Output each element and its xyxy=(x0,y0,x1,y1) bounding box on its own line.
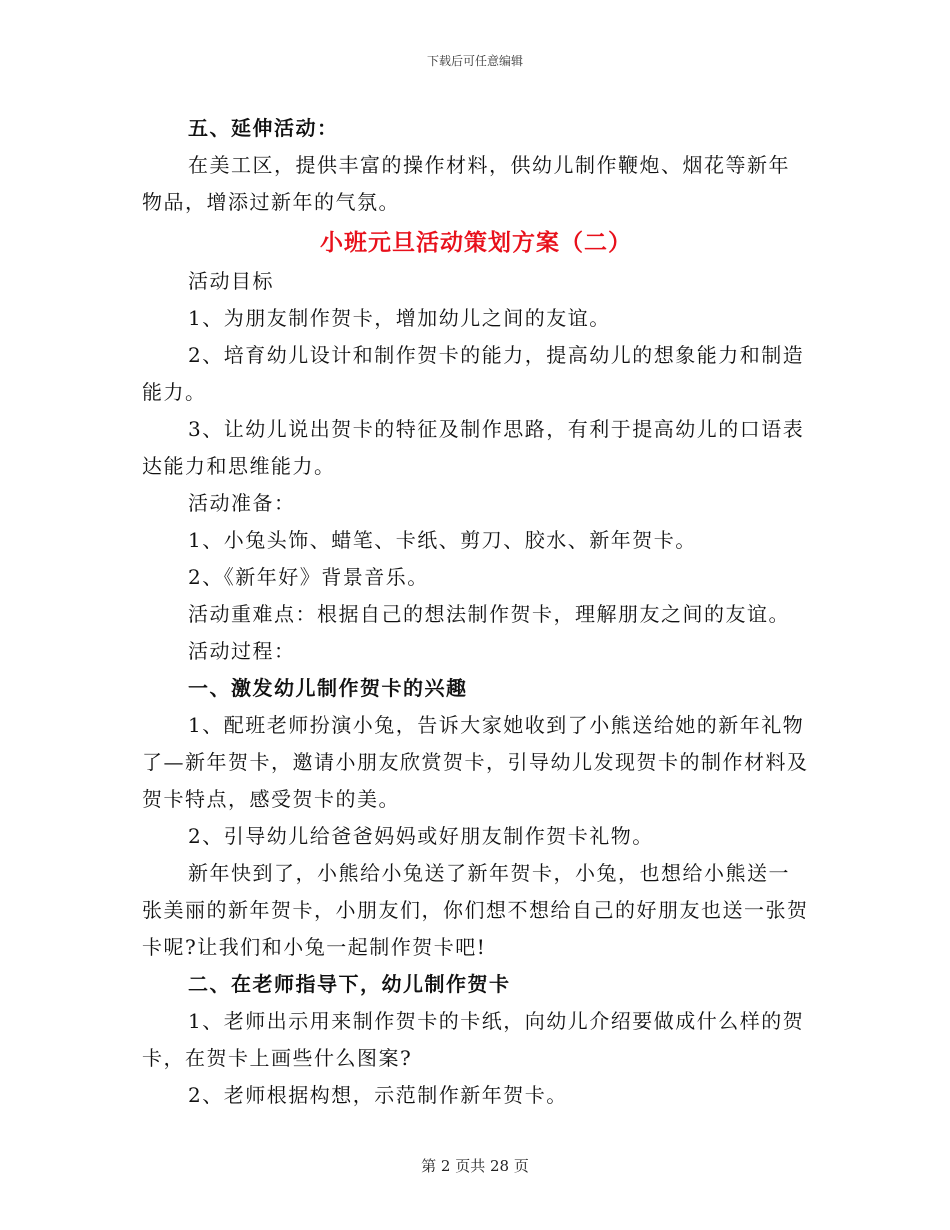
process-part2-heading: 二、在老师指导下，幼儿制作贺卡 xyxy=(188,972,511,996)
goal-item: 3、让幼儿说出贺卡的特征及制作思路，有利于提高幼儿的口语表达能力和思维能力。 xyxy=(142,417,805,478)
prep-item: 1、小兔头饰、蜡笔、卡纸、剪刀、胶水、新年贺卡。 xyxy=(188,528,697,552)
process-part1-item: 新年快到了，小熊给小兔送了新年贺卡，小兔，也想给小熊送一张美丽的新年贺卡，小朋友们，你们想不想给自己的好朋友也送一张贺卡呢?让我们和小兔一起制作贺卡吧! xyxy=(142,861,809,959)
document-body xyxy=(142,110,810,1114)
section-heading-extension: 五、延伸活动： xyxy=(188,116,339,140)
process-part1-item: 1、配班老师扮演小兔，告诉大家她收到了小熊送给她的新年礼物了—新年贺卡，邀请小朋友欣赏贺卡，引导幼儿发现贺卡的制作材料及贺卡特点，感受贺卡的美。 xyxy=(142,713,809,811)
paragraph-extension: 在美工区，提供丰富的操作材料，供幼儿制作鞭炮、烟花等新年物品，增添过新年的气氛。 xyxy=(142,153,790,214)
process-part2-item: 1、老师出示用来制作贺卡的卡纸，向幼儿介绍要做成什么样的贺卡，在贺卡上画些什么图案? xyxy=(142,1009,805,1070)
process-label: 活动过程： xyxy=(188,639,296,663)
goals-label: 活动目标 xyxy=(188,269,274,293)
process-part1-heading: 一、激发幼儿制作贺卡的兴趣 xyxy=(188,676,468,700)
goal-item: 2、培育幼儿设计和制作贺卡的能力，提高幼儿的想象能力和制造能力。 xyxy=(142,343,805,404)
page-header: 下载后可任意编辑 xyxy=(426,54,523,68)
page-footer: 第 2 页共 28 页 xyxy=(421,1157,529,1175)
prep-item: 2、《新年好》背景音乐。 xyxy=(188,565,429,589)
document-title: 小班元旦活动策划方案（二） xyxy=(320,229,632,256)
goal-item: 1、为朋友制作贺卡，增加幼儿之间的友谊。 xyxy=(188,306,611,330)
process-part1-item: 2、引导幼儿给爸爸妈妈或好朋友制作贺卡礼物。 xyxy=(188,824,654,848)
key-points: 活动重难点：根据自己的想法制作贺卡，理解朋友之间的友谊。 xyxy=(188,602,790,626)
process-part2-item: 2、老师根据构想，示范制作新年贺卡。 xyxy=(188,1083,568,1107)
prep-label: 活动准备： xyxy=(188,491,296,515)
